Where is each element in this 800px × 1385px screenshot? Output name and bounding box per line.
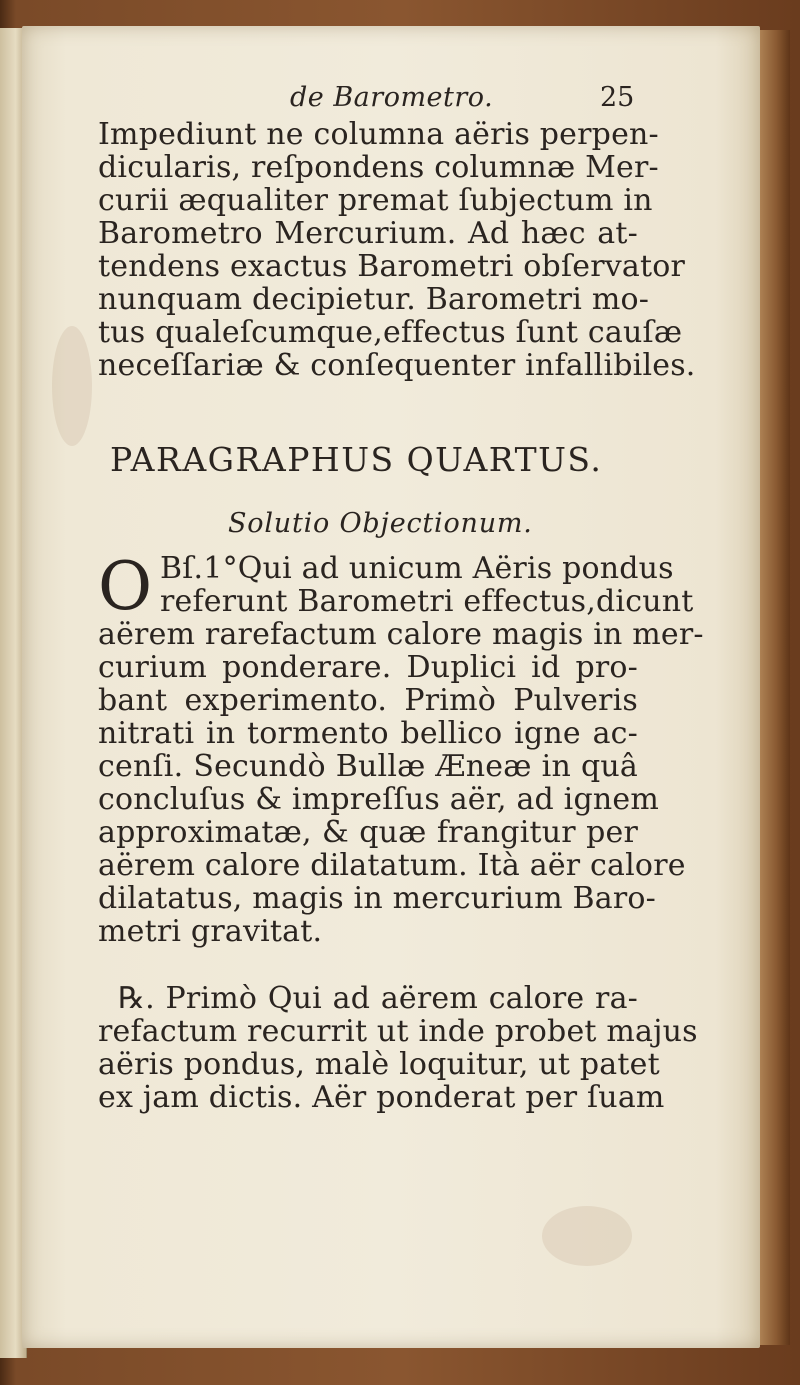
paragraph-2 — [98, 548, 704, 949]
text-line: cenſi. Secundò Bullæ Æneæ in quâ — [98, 749, 638, 784]
paper-stain — [52, 326, 92, 446]
text-line: dicularis, reſpondens columnæ Mer- — [98, 150, 659, 185]
text-line: dilatatus, magis in mercurium Baro- — [98, 881, 656, 916]
paper-stain — [542, 1206, 632, 1266]
drop-cap: O — [98, 548, 153, 625]
text-line: ℞. Primò Qui ad aërem calore ra- — [118, 981, 638, 1016]
text-line: Barometro Mercurium. Ad hæc at- — [98, 216, 638, 251]
text-line: approximatæ, & quæ frangitur per — [98, 815, 638, 850]
page-number: 25 — [600, 82, 635, 113]
text-line: nunquam decipietur. Barometri mo- — [98, 282, 650, 317]
text-line: nitrati in tormento bellico igne ac- — [98, 716, 638, 751]
running-head — [0, 82, 800, 122]
paragraph-3 — [98, 981, 698, 1115]
text-line: Impediunt ne columna aëris perpen- — [98, 117, 659, 152]
text-line: ex jam dictis. Aër ponderat per ſuam — [98, 1080, 665, 1115]
text-line: metri gravitat. — [98, 914, 323, 949]
text-line: bant experimento. Primò Pulveris — [98, 683, 638, 718]
text-line: neceſſariæ & conſequenter infallibiles. — [98, 348, 696, 383]
text-line: curium ponderare. Duplici id pro- — [98, 650, 638, 685]
text-line: aërem calore dilatatum. Ità aër calore — [98, 848, 686, 883]
text-line: aërem rarefactum calore magis in mer- — [98, 617, 704, 652]
section-heading: PARAGRAPHUS QUARTUS. — [110, 440, 603, 479]
running-title: de Barometro. — [290, 82, 494, 113]
text-line: curii æqualiter premat ſubjectum in — [98, 183, 653, 218]
text-line: tendens exactus Barometri obſervator — [98, 249, 686, 284]
section-subheading: Solutio Objectionum. — [228, 508, 533, 539]
text-line: referunt Barometri effectus,dicunt — [160, 584, 694, 619]
text-line: Bſ.1°Qui ad unicum Aëris pondus — [160, 551, 674, 586]
text-line: refactum recurrit ut inde probet majus — [98, 1014, 698, 1049]
text-line: tus qualeſcumque,effectus ſunt cauſæ — [98, 315, 683, 350]
text-line: aëris pondus, malè loquitur, ut patet — [98, 1047, 660, 1082]
paragraph-1 — [98, 117, 696, 383]
text-line: concluſus & impreſſus aër, ad ignem — [98, 782, 660, 817]
right-cover-edge — [756, 30, 790, 1345]
